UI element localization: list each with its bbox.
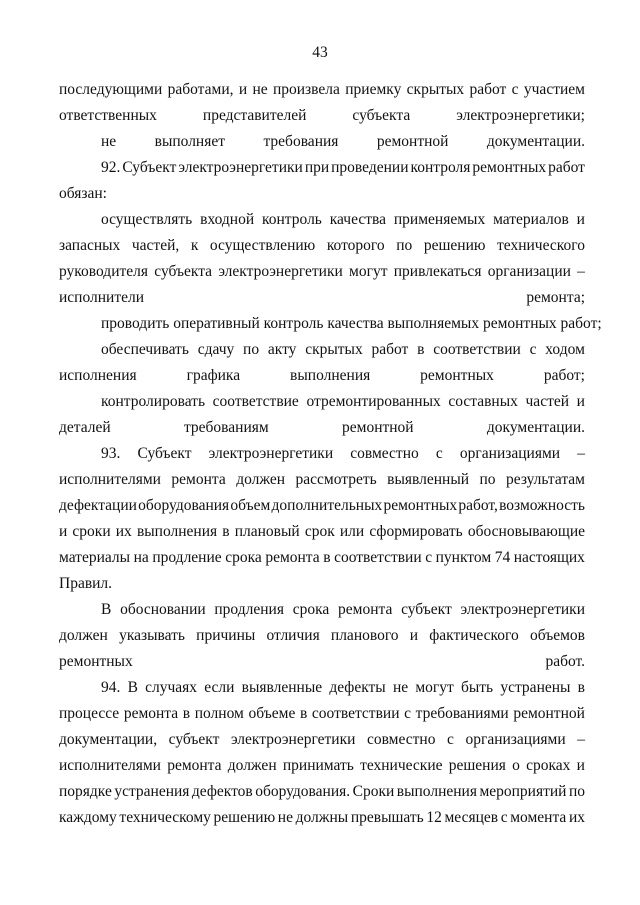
word: обеспечивать [101, 341, 189, 358]
text-line [59, 467, 585, 493]
word: с [435, 445, 443, 462]
word: технического [497, 237, 585, 254]
word: по [243, 341, 260, 358]
word: по [396, 237, 413, 254]
text-line: ремонтных работ. [59, 653, 585, 670]
text-line [59, 675, 585, 701]
word: объемов [529, 627, 585, 644]
word: техническому [119, 809, 211, 826]
word: приемку [345, 81, 402, 98]
word: работ [548, 159, 585, 176]
word: 93. [101, 445, 121, 462]
word: выявленный [387, 471, 470, 488]
word: дефекты [329, 679, 386, 696]
text-line [59, 77, 585, 103]
word: обосновывающие [467, 523, 585, 540]
text-line: Правил. [59, 575, 113, 592]
word: настоящих [513, 549, 585, 566]
word: и [238, 81, 248, 98]
text-line: ответственных представителей субъекта электроэнергетики; [59, 107, 585, 124]
word: отремонтированных [306, 393, 441, 410]
word: осуществлению [209, 237, 316, 254]
text-line [59, 155, 585, 181]
word: превышать [350, 809, 424, 826]
text-line [59, 207, 585, 233]
text-line [59, 493, 585, 519]
word: продления [214, 601, 284, 618]
word: не [277, 809, 293, 826]
text-line [59, 727, 585, 753]
word: работ, [458, 497, 498, 514]
word: решению [423, 237, 486, 254]
word: срока [292, 601, 330, 618]
word: к [190, 237, 199, 254]
word: могут [415, 679, 454, 696]
word: 94. [101, 679, 121, 696]
text-line [59, 805, 585, 831]
paragraph-item [59, 597, 585, 675]
word: и [59, 523, 68, 540]
word: электроэнергетики [460, 601, 585, 618]
word: качества [329, 211, 387, 228]
word: работ [469, 81, 507, 98]
word: отличия [266, 627, 320, 644]
word: устранения [114, 783, 190, 800]
word: оборудования [138, 497, 230, 514]
word: акту [267, 341, 297, 358]
word: субъект [401, 601, 452, 618]
paragraph-93 [59, 441, 585, 597]
word: и [576, 393, 585, 410]
word: их [115, 523, 132, 540]
word: привлекаться [393, 263, 482, 280]
word: выполнения [396, 783, 477, 800]
word: организациями [465, 731, 566, 748]
word: случаях [145, 679, 198, 696]
word: ремонта [171, 471, 226, 488]
paragraph-92 [59, 155, 585, 207]
paragraph-item [59, 311, 602, 337]
text-line [59, 545, 585, 571]
word: о [512, 757, 520, 774]
word: плановый [234, 523, 300, 540]
page-number: 43 [312, 44, 328, 61]
word: осуществлять [101, 211, 193, 228]
text-line [59, 389, 585, 415]
word: частей [525, 393, 570, 410]
word: скрытых [406, 81, 465, 98]
word: ремонта [167, 757, 222, 774]
word: рассмотреть [295, 471, 377, 488]
word: организациями [459, 445, 561, 462]
word: дефектов [191, 783, 253, 800]
word: или [339, 523, 365, 540]
word: при [304, 159, 330, 176]
word: последующими [59, 81, 163, 98]
word: с [500, 809, 508, 826]
word: в [323, 549, 331, 566]
word: продление [152, 549, 222, 566]
word: ремонтных [472, 159, 547, 176]
word: момента [510, 809, 567, 826]
word: совместно [350, 445, 419, 462]
word: если [204, 679, 235, 696]
word: каждому [59, 809, 117, 826]
word: запасных [59, 237, 121, 254]
word: частей, [131, 237, 180, 254]
word: ходом [545, 341, 585, 358]
text-line [59, 519, 585, 545]
word: объем [230, 497, 271, 514]
word: Сроки [352, 783, 395, 800]
text-line [59, 597, 585, 623]
word: В [101, 601, 112, 618]
word: исполнителями [59, 757, 161, 774]
word: планового [330, 627, 399, 644]
word: контроля [410, 159, 471, 176]
text-line [59, 623, 585, 649]
word: в [182, 705, 191, 722]
text-line [59, 753, 585, 779]
word: – [577, 445, 585, 462]
word: месяцев [444, 809, 499, 826]
word: могут [349, 263, 388, 280]
word: 12 [426, 809, 442, 826]
word: сроках [526, 757, 571, 774]
word: организации [487, 263, 571, 280]
word: электроэнергетики [208, 445, 334, 462]
word: в [417, 341, 425, 358]
word: контроль [262, 211, 322, 228]
word: 92. [101, 159, 121, 176]
document-body [59, 77, 602, 831]
word: по [479, 471, 496, 488]
word: сдачу [197, 341, 235, 358]
word: В [127, 679, 138, 696]
word: субъекта [154, 263, 213, 280]
paragraph-continuation [59, 77, 585, 129]
text-line: не выполняет требования ремонтной документации. [101, 133, 585, 150]
word: соответствие [212, 393, 299, 410]
word: работами, [167, 81, 234, 98]
word: материалов [493, 211, 569, 228]
text-line: деталей требованиям ремонтной документации. [59, 419, 585, 436]
word: применяемых [393, 211, 486, 228]
text-line [59, 259, 585, 285]
word: порядке [59, 783, 112, 800]
word: не [392, 679, 409, 696]
word: с [425, 549, 433, 566]
word: в [577, 679, 585, 696]
word: мероприятий [479, 783, 567, 800]
word: требованиями [415, 705, 509, 722]
word: принимать [282, 757, 354, 774]
paragraph-item [59, 207, 585, 311]
word: исполнителями [59, 471, 161, 488]
word: технические [360, 757, 443, 774]
word: сроки [72, 523, 111, 540]
text-line [59, 337, 585, 363]
word: электроэнергетики [178, 159, 303, 176]
word: работ [371, 341, 409, 358]
word: выявленные [241, 679, 323, 696]
word: – [577, 263, 585, 280]
word: указывать [119, 627, 185, 644]
word: ремонтных [383, 497, 458, 514]
word: дефектации [59, 497, 137, 514]
word: и [409, 627, 419, 644]
word: субъект [168, 731, 220, 748]
word: пунктом [435, 549, 492, 566]
word: устранены [500, 679, 571, 696]
word: процессе [59, 705, 120, 722]
text-line [59, 441, 585, 467]
word: скрытых [305, 341, 363, 358]
text-line: проводить оперативный контроль качества выполняемых ремонтных работ; [101, 315, 602, 332]
word: фактического [429, 627, 519, 644]
word: выполнения [136, 523, 218, 540]
word: с [529, 341, 537, 358]
text-line: обязан: [59, 185, 107, 202]
word: документации, [59, 731, 158, 748]
word: объеме [248, 705, 296, 722]
word: должен [227, 757, 277, 774]
word: полном [194, 705, 244, 722]
word: руководителя [59, 263, 149, 280]
word: ремонта [265, 549, 320, 566]
word: в [299, 705, 308, 722]
word: и [576, 757, 585, 774]
word: должен [236, 471, 286, 488]
paragraph-item [59, 389, 585, 441]
paragraph-94 [59, 675, 585, 831]
word: быть [460, 679, 494, 696]
text-line [59, 701, 585, 727]
word: срок [304, 523, 335, 540]
word: произвела [272, 81, 340, 98]
word: причины [196, 627, 256, 644]
word: контролировать [101, 393, 206, 410]
word: входной [200, 211, 255, 228]
word: электроэнергетики [218, 263, 343, 280]
paragraph-item [59, 337, 585, 389]
word: материалы [59, 549, 131, 566]
word: решения [448, 757, 506, 774]
word: с [404, 705, 412, 722]
word: решению [213, 809, 276, 826]
word: ремонта [123, 705, 179, 722]
word: их [568, 809, 585, 826]
word: и [576, 211, 585, 228]
word: с [447, 731, 454, 748]
word: составных [448, 393, 518, 410]
word: на [133, 549, 149, 566]
word: должны [295, 809, 349, 826]
word: электроэнергетики [230, 731, 356, 748]
word: соответствии [433, 341, 521, 358]
text-line: исполнения графика выполнения ремонтных работ; [59, 367, 585, 384]
word: сформировать [369, 523, 463, 540]
word: должен [59, 627, 108, 644]
word: совместно [366, 731, 436, 748]
word: возможность [499, 497, 585, 514]
word: с [511, 81, 519, 98]
word: проведении [331, 159, 409, 176]
word: обосновании [120, 601, 206, 618]
word: – [577, 731, 585, 748]
word: Субъект [122, 159, 177, 176]
word: 74 [494, 549, 511, 566]
text-line [59, 233, 585, 259]
word: которого [326, 237, 385, 254]
word: результатам [506, 471, 585, 488]
word: дополнительных [271, 497, 383, 514]
word: Субъект [137, 445, 192, 462]
text-line [59, 779, 585, 805]
word: срока [225, 549, 262, 566]
word: по [568, 783, 585, 800]
text-line: исполнители ремонта; [59, 289, 585, 306]
word: участием [523, 81, 585, 98]
word: соответствии [334, 549, 422, 566]
word: соответствии [311, 705, 400, 722]
word: ремонта [338, 601, 393, 618]
word: не [252, 81, 268, 98]
word: в [222, 523, 230, 540]
paragraph-item [59, 129, 585, 155]
word: ремонтной [513, 705, 585, 722]
word: оборудования. [255, 783, 351, 800]
